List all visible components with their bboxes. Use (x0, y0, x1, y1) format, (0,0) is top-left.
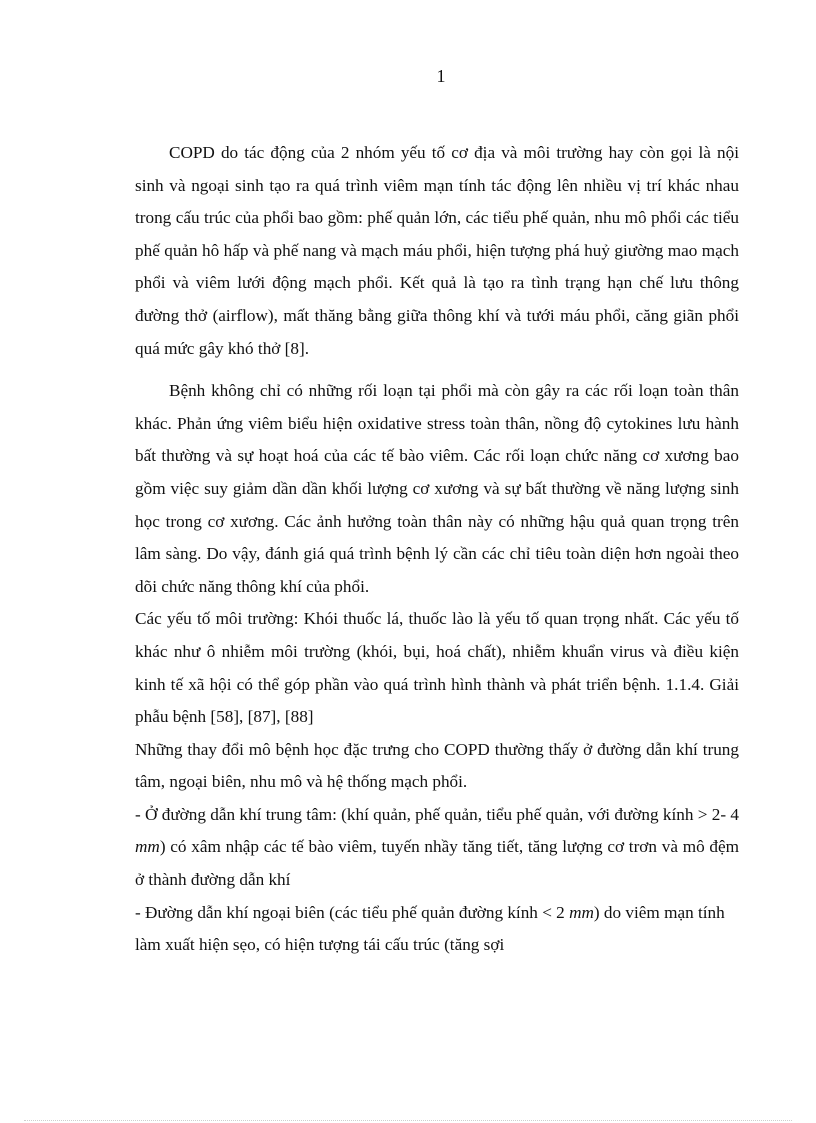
peripheral-airway-unit: mm (569, 902, 594, 922)
peripheral-airway-text-start: - Đường dẫn khí ngoại biên (các tiểu phế quản đường kính < 2 (135, 902, 570, 922)
paragraph-systemic-effects: Bệnh không chỉ có những rối loạn tại phổi mà còn gây ra các rối loạn toàn thân khác. Phản ứng viêm biểu hiện oxidative stress toàn thân, nồng độ cytokines lưu hành bất thường và sự hoạt hoá của các tế bào viêm. Các rối loạn chức năng cơ xương bao gồm việc suy giảm dần dần khối lượng cơ xương và sự bất thường về năng lượng sinh học trong cơ xương. Các ảnh hưởng toàn thân này có những hậu quả quan trọng trên lâm sàng. Do vậy, đánh giá quá trình bệnh lý cần các chỉ tiêu toàn diện hơn ngoài theo dõi chức năng thông khí của phổi. (135, 381, 739, 596)
central-airway-text-start: - Ở đường dẫn khí trung tâm: (khí quản, phế quản, tiểu phế quản, với đường kính > 2- 4 (135, 804, 739, 824)
document-body (135, 137, 739, 962)
central-airway-unit: mm (135, 837, 160, 857)
page-bottom-border (24, 1120, 792, 1121)
page-number: 1 (436, 66, 446, 86)
paragraph-copd-mechanism: COPD do tác động của 2 nhóm yếu tố cơ địa và môi trường hay còn gọi là nội sinh và ngoại sinh tạo ra quá trình viêm mạn tính tác động lên nhiều vị trí khác nhau trong cấu trúc của phổi bao gồm: phế quản lớn, các tiểu phế quản, nhu mô phổi các tiểu phế quản hô hấp và phế nang và mạch máu phổi, hiện tượng phá huỷ giường mao mạch phổi và viêm lưới động mạch phổi. Kết quả là tạo ra tình trạng hạn chế lưu thông đường thở (airflow), mất thăng bằng giữa thông khí và tưới máu phổi, căng giãn phổi quá mức gây khó thở [8]. (135, 143, 739, 358)
peripheral-airway-text-end: ) do viêm mạn tính làm xuất hiện sẹo, có hiện tượng tái cấu trúc (tăng sợi (135, 902, 725, 955)
paragraph-histopathology: Những thay đổi mô bệnh học đặc trưng cho COPD thường thấy ở đường dẫn khí trung tâm, ngoại biên, nhu mô và hệ thống mạch phổi. (135, 739, 739, 792)
central-airway-text-end: ) có xâm nhập các tế bào viêm, tuyến nhầy tăng tiết, tăng lượng cơ trơn và mô đệm ở thành đường dẫn khí (135, 837, 739, 890)
paragraph-environmental-factors: Các yếu tố môi trường: Khói thuốc lá, thuốc lào là yếu tố quan trọng nhất. Các yếu tố khác như ô nhiễm môi trường (khói, bụi, hoá chất), nhiễm khuẩn virus và điều kiện kinh tế xã hội có thể góp phần vào quá trình hình thành và phát triển bệnh. 1.1.4. Giải phẫu bệnh [58], [87], [88] (135, 609, 739, 727)
paragraph-central-airway (135, 799, 739, 897)
paragraph-peripheral-airway (135, 897, 739, 962)
